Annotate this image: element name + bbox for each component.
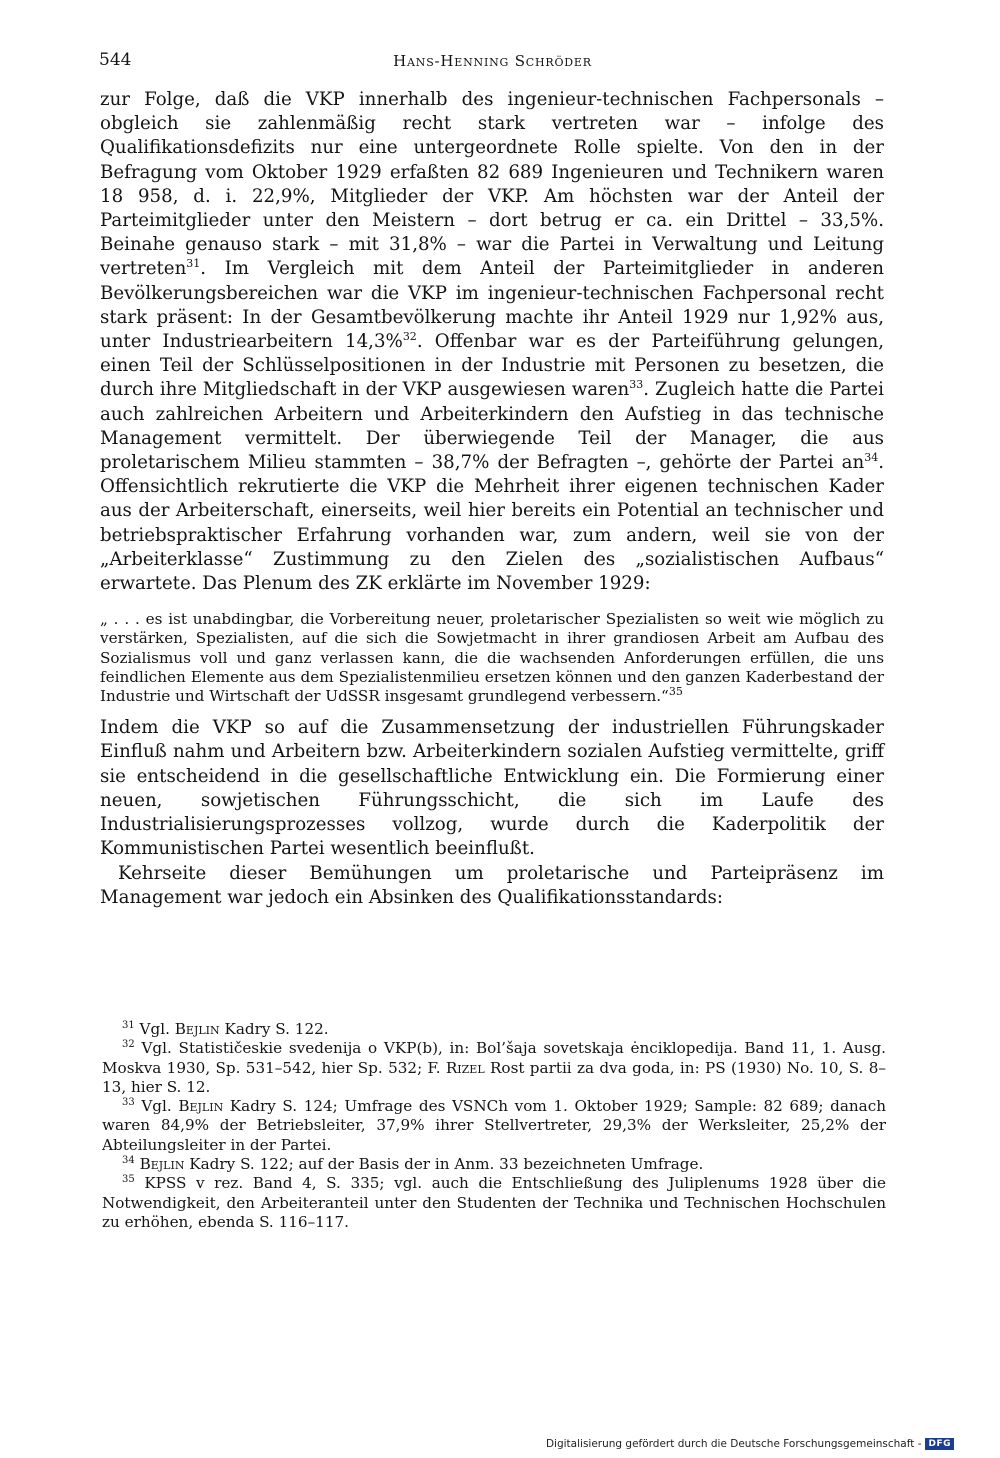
footnote-ref-33[interactable]: 33 bbox=[629, 378, 644, 392]
footnote-33: $^{33}$ Vgl. Bejlin Kadry S. 124; Umfrage des VSNCh vom 1. Oktober 1929; Sample: 82 689; danach waren 84,9% der Betriebsleiter, 37,9% ihrer Stellvertreter, 29,3% der Werksleiter, 25,2% der Abteilungsleiter in der Partei. bbox=[102, 1097, 887, 1154]
footnote-32: $^{32}$ Vgl. Statističeskie svedenija o VKP(b), in: Bol’šaja sovetskaja ėnciklopedija. Band 11, 1. Ausg. Moskva 1930, Sp. 531–542, hier Sp. 532; F. Rizel Rost partii za dva goda, in: PS (1930) No. 10, S. 8–13, hier S. 12. bbox=[102, 1039, 886, 1096]
body-text bbox=[100, 88, 884, 910]
paragraph-3: Kehrseite dieser Bemühungen um proletarische und Parteipräsenz im Management war jedoch ein Absinken des Qualifikationsstandards: bbox=[100, 862, 884, 908]
running-head: Hans-Henning Schröder bbox=[393, 52, 592, 70]
block-quote: „ . . . es ist unabdingbar, die Vorbereitung neuer, proletarischer Spezialisten so weit wie möglich zu verstärken, Spezialisten, auf die sich die Sowjetmacht in ihrer grandiosen Arbeit am Aufbau des Sozialismus voll und ganz verlassen kann, die die wachsenden Anforderungen erfüllen, die uns feindlichen Elemente aus dem Spezialistenmilieu ersetzen können und den ganzen Kaderbestand der Industrie und Wirtschaft der UdSSR insgesamt grundlegend verbessern.“$^{35}$ bbox=[100, 610, 884, 706]
paragraph-2: Indem die VKP so auf die Zusammensetzung der industriellen Führungskader Einfluß nahm und Arbeitern bzw. Arbeiterkindern sozialen Aufstieg vermittelte, griff sie entscheidend in die gesellschaftliche Entwicklung ein. Die Formierung einer neuen, sowjetischen Führungsschicht, die sich im Laufe des Industrialisierungsprozesses vollzog, wurde durch die Kaderpolitik der Kommunistischen Partei wesentlich beeinflußt. bbox=[100, 717, 884, 860]
footnote-35: $^{35}$ KPSS v rez. Band 4, S. 335; vgl. auch die Entschließung des Juliplenums 1928 über die Notwendigkeit, den Arbeiteranteil unter den Studenten der Technika und Technischen Hochschulen zu erhöhen, ebenda S. 116–117. bbox=[102, 1174, 886, 1231]
page-header bbox=[99, 50, 886, 80]
footnote-ref-35[interactable]: 35 bbox=[668, 685, 683, 699]
footnote-ref-32[interactable]: 32 bbox=[402, 329, 417, 343]
page-number: 544 bbox=[99, 50, 132, 70]
paragraph-1: zur Folge, daß die VKP innerhalb des ingenieur-technischen Fachpersonals – obgleich sie zahlenmäßig recht stark vertreten war – infolge des Qualifikationsdefizits nur eine untergeordnete Rolle spielte. Von den in der Befragung vom Oktober 1929 erfaßten 82 689 Ingenieuren und Technikern waren 18 958, d. i. 22,9%, Mitglieder der VKP. Am höchsten war der Anteil der Parteimitglieder unter den Meistern – dort betrug er ca. ein Drittel – 33,5%. Beinahe genauso stark – mit 31,8% – war die Partei in Verwaltung und Leitung vertreten$^{31}$. Im Vergleich mit dem Anteil der Parteimitglieder in anderen Bevölkerungsbereichen war die VKP im ingenieur-technischen Fachpersonal recht stark präsent: In der Gesamtbevölkerung machte ihr Anteil 1929 nur 1,92% aus, unter Industriearbeitern 14,3%$^{32}$. Offenbar war es der Parteiführung gelungen, einen Teil der Schlüsselpositionen in der Industrie mit Personen zu besetzen, die durch ihre Mitgliedschaft in der VKP ausgewiesen waren$^{33}$. Zugleich hatte die Partei auch zahlreichen Arbeitern und Arbeiterkindern den Aufstieg in das technische Management vermittelt. Der überwiegende Teil der Manager, die aus proletarischem Milieu stammten – 38,7% der Befragten –, gehörte der Partei $an^{34}$. Offensichtlich rekrutierte die VKP die Mehrheit ihrer eigenen technischen Kader aus der Arbeiterschaft, einerseits, weil hier bereits ein Potential an technischer und betriebspraktischer Erfahrung vorhanden war, zum andern, weil sie von der „Arbeiterklasse“ Zustimmung zu den Zielen des „sozialistischen Aufbaus“ erwartete. Das Plenum des ZK erklärte im November 1929: bbox=[100, 89, 884, 595]
footnote-ref-34[interactable]: 34 bbox=[864, 450, 879, 464]
footnote-31: $^{31}$ Vgl. Bejlin Kadry S. 122. bbox=[122, 1019, 329, 1038]
footnote-ref-31[interactable]: 31 bbox=[186, 257, 201, 271]
credit-text: Digitalisierung gefördert durch die Deutsche Forschungsgemeinschaft - bbox=[545, 1438, 922, 1450]
digitization-credit bbox=[546, 1438, 954, 1450]
footnotes bbox=[102, 1020, 886, 1232]
footnote-34: $^{34}$ Bejlin Kadry S. 122; auf der Basis der in Anm. 33 bezeichneten Umfrage. bbox=[122, 1155, 704, 1174]
dfg-logo-icon: DFG bbox=[925, 1438, 954, 1450]
